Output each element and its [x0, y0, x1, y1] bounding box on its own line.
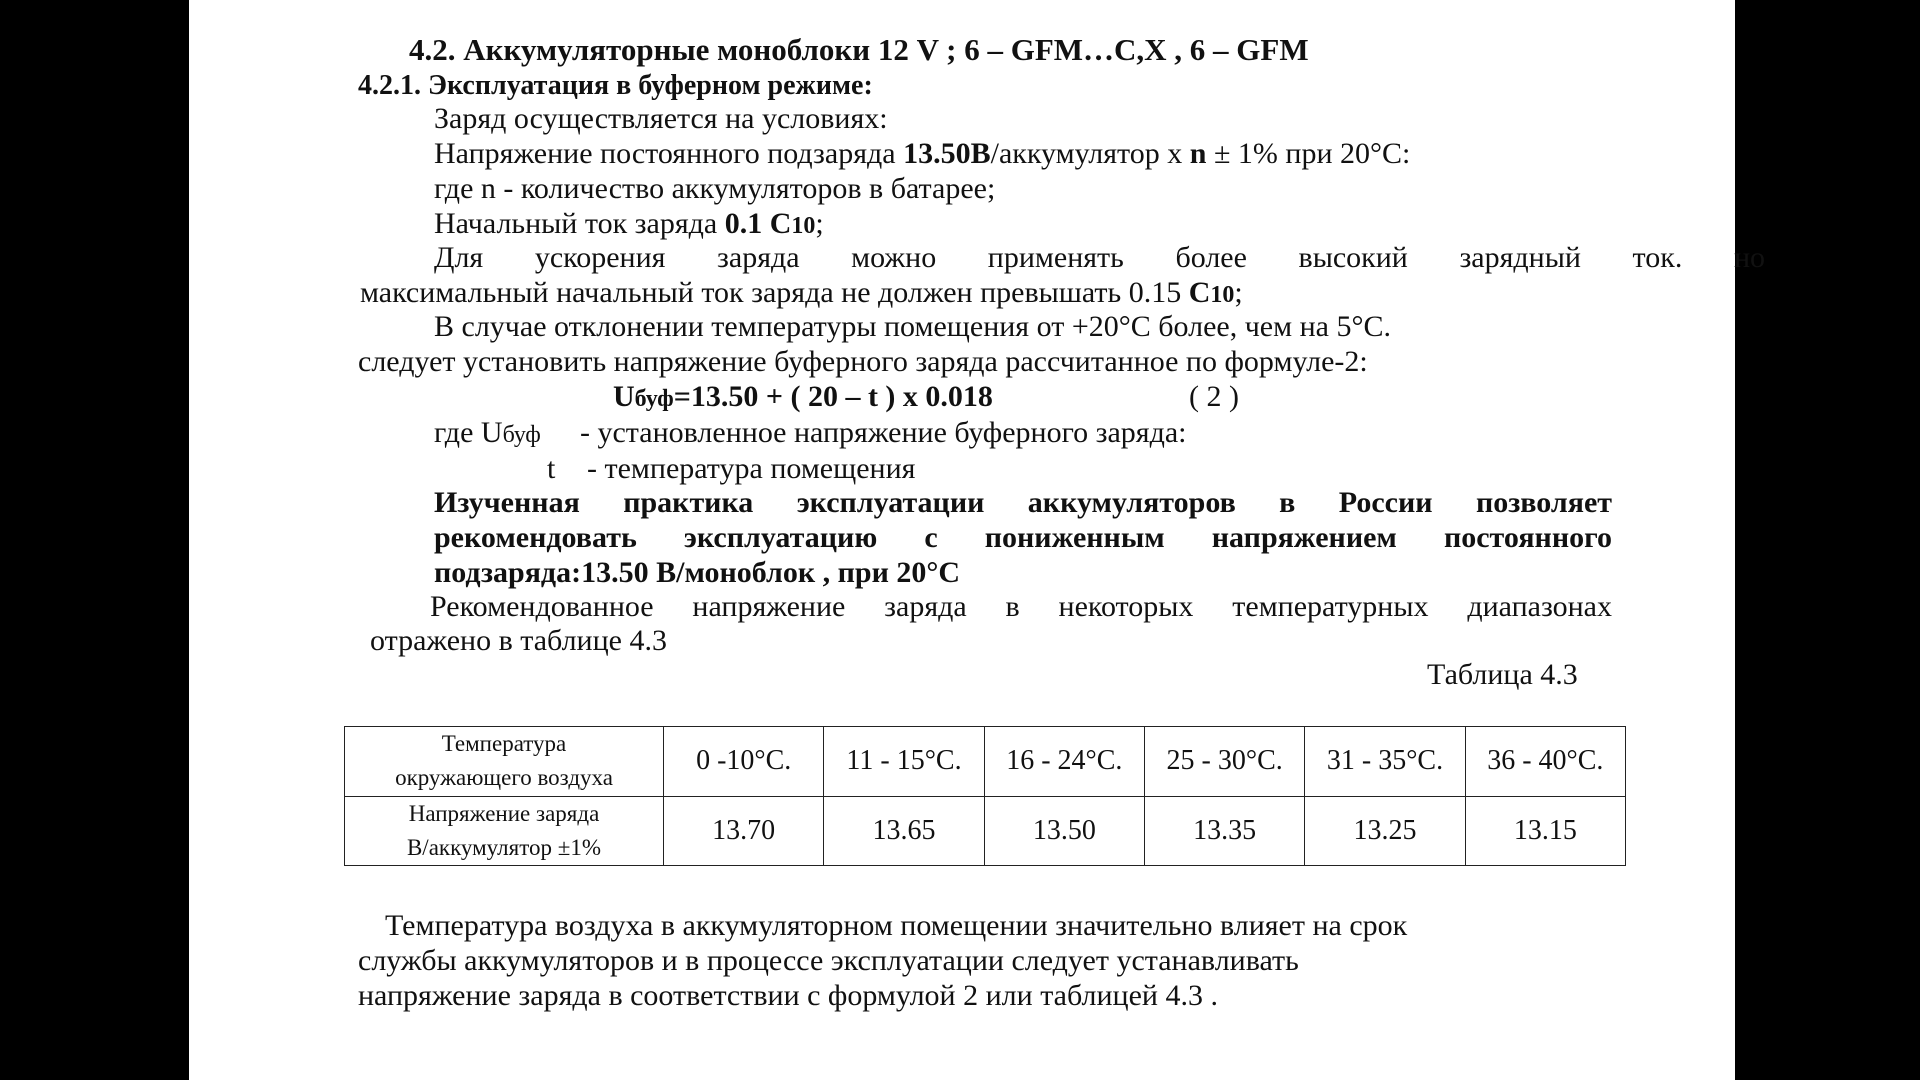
- formula-where-u: [434, 416, 541, 452]
- voltage-header-cell: [345, 796, 664, 866]
- voltage-cell: 13.70: [664, 796, 824, 866]
- formula-sub: буф: [634, 386, 674, 412]
- bold-note-line-3: подзаряда:13.50 В/моноблок , при 20°С: [434, 556, 961, 589]
- voltage-cell: 13.65: [824, 796, 984, 866]
- float-voltage-line: [434, 137, 1410, 171]
- temperature-header-line-1: Температура: [441, 731, 567, 757]
- temperature-cell: 0 -10°С.: [664, 727, 824, 797]
- accel-line-1: Для ускорения заряда можно применять более высокий зарядный ток. но: [434, 241, 1765, 274]
- n-definition: где n - количество аккумуляторов в батарее;: [434, 172, 996, 205]
- formula-u: U: [613, 380, 635, 413]
- closing-line-2: службы аккумуляторов и в процессе эксплуатации следует устанавливать: [358, 944, 1299, 977]
- voltage-cell: 13.25: [1305, 796, 1465, 866]
- formula-where-label: где U: [434, 416, 503, 449]
- accel-line-2-c: С: [1188, 276, 1211, 309]
- temperature-cell: 25 - 30°С.: [1144, 727, 1304, 797]
- temperature-cell: 36 - 40°С.: [1465, 727, 1625, 797]
- formula-where-u-text: - установленное напряжение буферного заряда:: [580, 416, 1187, 449]
- voltage-header-line-1: Напряжение заряда: [408, 800, 600, 826]
- closing-line-1: Температура воздуха в аккумуляторном помещении значительно влияет на срок: [385, 909, 1408, 942]
- charge-intro: Заряд осуществляется на условиях:: [434, 102, 888, 135]
- table-row: [345, 796, 1626, 866]
- temperature-cell: 31 - 35°С.: [1305, 727, 1465, 797]
- accel-line-2-suffix: ;: [1234, 276, 1243, 309]
- float-voltage-n: n: [1189, 137, 1207, 170]
- section-heading: 4.2. Аккумуляторные моноблоки 12 V ; 6 – GFM…C,X , 6 – GFM: [409, 32, 1309, 67]
- float-voltage-middle: /аккумулятор х: [990, 137, 1190, 170]
- float-voltage-suffix: ± 1% при 20°С:: [1206, 137, 1411, 170]
- accel-line-2: [360, 276, 1243, 312]
- recommend-line-1: Рекомендованное напряжение заряда в некоторых температурных диапазонах: [430, 590, 1612, 623]
- initial-current-value: 0.1 С: [724, 207, 792, 240]
- voltage-cell: 13.15: [1465, 796, 1625, 866]
- subsection-heading: 4.2.1. Эксплуатация в буферном режиме:: [358, 70, 873, 101]
- accel-line-2-text: максимальный начальный ток заряда не должен превышать 0.15: [360, 276, 1189, 309]
- formula-where-t-text: - температура помещения: [587, 452, 916, 485]
- accel-line-2-sub: 10: [1210, 282, 1235, 308]
- recommend-line-2: отражено в таблице 4.3: [370, 624, 667, 657]
- document-page: [189, 0, 1765, 1080]
- table-caption: Таблица 4.3: [1427, 658, 1578, 691]
- temperature-header-cell: [345, 727, 664, 797]
- formula-where-t: t: [547, 452, 556, 485]
- voltage-table: [344, 726, 1626, 866]
- temperature-cell: 16 - 24°С.: [984, 727, 1144, 797]
- float-voltage-prefix: Напряжение постоянного подзаряда: [434, 137, 904, 170]
- table-row: [345, 727, 1626, 797]
- closing-line-3: напряжение заряда в соответствии с формулой 2 или таблицей 4.3 .: [358, 979, 1218, 1012]
- deviation-line-1: В случае отклонении температуры помещения от +20°С более, чем на 5°С.: [434, 310, 1391, 343]
- bold-note-line-1: Изученная практика эксплуатации аккумуляторов в России позволяет: [434, 486, 1612, 519]
- initial-current-line: [434, 207, 824, 243]
- voltage-cell: 13.50: [984, 796, 1144, 866]
- formula-expression: =13.50 + ( 20 – t ) х 0.018: [673, 380, 993, 413]
- formula: [613, 380, 993, 416]
- deviation-line-2: следует установить напряжение буферного заряда рассчитанное по формуле-2:: [358, 345, 1368, 378]
- formula-where-sub: буф: [502, 422, 541, 448]
- initial-current-prefix: Начальный ток заряда: [434, 207, 725, 240]
- temperature-header-line-2: окружающего воздуха: [395, 765, 613, 791]
- float-voltage-value: 13.50В: [903, 137, 991, 170]
- voltage-header-line-2: В/аккумулятор ±1%: [406, 834, 602, 860]
- bold-note-line-2: рекомендовать эксплуатацию с пониженным напряжением постоянного: [434, 521, 1612, 554]
- temperature-cell: 11 - 15°С.: [824, 727, 984, 797]
- voltage-cell: 13.35: [1144, 796, 1304, 866]
- initial-current-sub: 10: [791, 213, 816, 239]
- formula-number: ( 2 ): [1189, 380, 1239, 413]
- initial-current-suffix: ;: [815, 207, 824, 240]
